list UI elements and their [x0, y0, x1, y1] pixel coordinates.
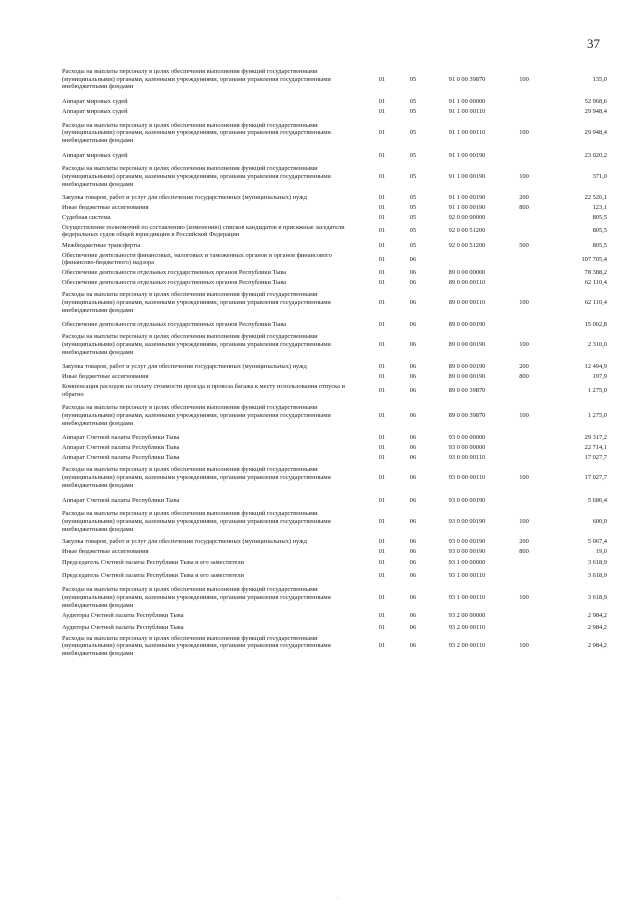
- cell-name: Закупка товаров, работ и услуг для обеспечения государственных (муниципальных) нужд: [62, 538, 307, 546]
- cell-rz: 01: [378, 411, 386, 419]
- cell-rz: 01: [378, 299, 386, 307]
- cell-csr: 93 1 00 00110: [448, 593, 486, 601]
- cell-sum: 3 618,9: [587, 593, 607, 601]
- cell-rz: 01: [378, 612, 386, 620]
- table-row: [62, 122, 607, 145]
- cell-name: Аппарат мировых судей: [62, 151, 128, 159]
- cell-name: Аппарат Счетной палаты Республики Тыва: [62, 434, 180, 442]
- cell-vr: 500: [519, 241, 529, 249]
- cell-name: Расходы на выплаты персоналу в целях обеспечения выполнения функций государственными (муниципальными) органами, казенными учреждениями, органами управления государственными внебюджетными фондами: [62, 68, 331, 91]
- cell-pr: 06: [409, 340, 417, 348]
- cell-csr: 93 1 00 00000: [448, 558, 486, 566]
- cell-pr: 05: [409, 194, 417, 202]
- cell-pr: 06: [409, 320, 417, 328]
- cell-name: Расходы на выплаты персоналу в целях обеспечения выполнения функций государственными (муниципальными) органами, казенными учреждениями, органами управления государственными внебюджетными фондами: [62, 404, 331, 427]
- cell-csr: 89 0 00 00190: [448, 340, 486, 348]
- cell-name: Расходы на выплаты персоналу в целях обеспечения выполнения функций государственными (муниципальными) органами, казенными учреждениями, органами управления государственными внебюджетными фондами: [62, 466, 331, 489]
- cell-pr: 05: [409, 213, 417, 221]
- cell-vr: 800: [519, 204, 529, 212]
- table-row: [62, 214, 607, 222]
- cell-pr: 05: [409, 241, 417, 249]
- cell-name: Иные бюджетные ассигнования: [62, 373, 149, 381]
- table-row: [62, 624, 607, 632]
- cell-sum: 29 948,4: [584, 107, 607, 115]
- table-row: [62, 152, 607, 160]
- cell-name: Аппарат Счетной палаты Республики Тыва: [62, 444, 180, 452]
- cell-pr: 06: [409, 572, 417, 580]
- cell-csr: 91 1 00 00110: [448, 129, 486, 137]
- cell-rz: 01: [378, 474, 386, 482]
- cell-pr: 06: [409, 373, 417, 381]
- cell-rz: 01: [378, 434, 386, 442]
- cell-sum: 17 027,7: [584, 453, 607, 461]
- cell-rz: 01: [378, 173, 386, 181]
- cell-csr: 89 0 00 00000: [448, 269, 486, 277]
- cell-sum: 17 027,7: [584, 474, 607, 482]
- cell-name: Аппарат мировых судей: [62, 107, 128, 115]
- table-row: [62, 559, 607, 567]
- cell-csr: 91 1 00 00190: [448, 173, 486, 181]
- cell-sum: 123,1: [592, 204, 607, 212]
- table-row: [62, 333, 607, 356]
- table-row: [62, 635, 607, 658]
- table-row: [62, 497, 607, 505]
- cell-rz: 01: [378, 642, 386, 650]
- cell-name: Межбюджетные трансферты: [62, 241, 141, 249]
- cell-name: Осуществление полномочий по составлению (изменению) списков кандидатов в присяжные заседатели федеральных судов общей юрисдикции в Российской Федерации: [62, 223, 345, 239]
- page-number: 37: [587, 36, 600, 51]
- cell-csr: 93 2 00 00110: [448, 623, 486, 631]
- cell-csr: 91 1 00 00000: [448, 98, 486, 106]
- table-row: [62, 224, 607, 239]
- cell-rz: 01: [378, 517, 386, 525]
- cell-vr: 100: [519, 517, 529, 525]
- cell-sum: 29 317,2: [584, 434, 607, 442]
- cell-pr: 06: [409, 363, 417, 371]
- cell-vr: 100: [519, 75, 529, 83]
- cell-vr: 100: [519, 642, 529, 650]
- cell-name: Обеспечение деятельности отдельных государственных органов Республики Тыва: [62, 278, 287, 286]
- cell-csr: 92 0 00 00000: [448, 213, 486, 221]
- cell-rz: 01: [378, 538, 386, 546]
- cell-rz: 01: [378, 204, 386, 212]
- table-row: [62, 586, 607, 609]
- cell-sum: 371,0: [592, 173, 607, 181]
- cell-sum: 2 984,2: [587, 642, 607, 650]
- cell-csr: 92 0 00 51200: [448, 227, 486, 235]
- cell-sum: 5 067,4: [587, 538, 607, 546]
- cell-name: Председатель Счетной палаты Республики Тыва и его заместители: [62, 558, 244, 566]
- cell-sum: 805,5: [592, 241, 607, 249]
- cell-name: Аудиторы Счетной палаты Республики Тыва: [62, 612, 184, 620]
- cell-csr: 93 0 00 00110: [448, 453, 486, 461]
- cell-sum: 52 968,6: [584, 98, 607, 106]
- cell-rz: 01: [378, 227, 386, 235]
- cell-name: Иные бюджетные ассигнования: [62, 548, 149, 556]
- cell-rz: 01: [378, 269, 386, 277]
- cell-rz: 01: [378, 558, 386, 566]
- cell-csr: 93 0 00 00000: [448, 434, 486, 442]
- cell-rz: 01: [378, 363, 386, 371]
- cell-pr: 06: [409, 558, 417, 566]
- cell-sum: 107 705,4: [581, 255, 607, 263]
- cell-name: Аппарат мировых судей: [62, 98, 128, 106]
- cell-pr: 06: [409, 612, 417, 620]
- cell-sum: 22 714,1: [584, 444, 607, 452]
- cell-rz: 01: [378, 107, 386, 115]
- cell-sum: 29 948,4: [584, 129, 607, 137]
- cell-pr: 05: [409, 107, 417, 115]
- cell-rz: 01: [378, 129, 386, 137]
- cell-sum: 2 310,0: [587, 340, 607, 348]
- cell-csr: 91 1 00 00190: [448, 151, 486, 159]
- table-row: [62, 363, 607, 371]
- cell-name: Закупка товаров, работ и услуг для обеспечения государственных (муниципальных) нужд: [62, 363, 307, 371]
- cell-rz: 01: [378, 98, 386, 106]
- cell-pr: 05: [409, 227, 417, 235]
- table-row: [62, 383, 607, 398]
- cell-name: Расходы на выплаты персоналу в целях обеспечения выполнения функций государственными (муниципальными) органами, казенными учреждениями, органами управления государственными внебюджетными фондами: [62, 165, 331, 188]
- cell-sum: 62 110,4: [584, 278, 607, 286]
- cell-pr: 06: [409, 269, 417, 277]
- table-row: [62, 444, 607, 452]
- cell-sum: 3 618,9: [587, 572, 607, 580]
- table-row: [62, 194, 607, 202]
- cell-rz: 01: [378, 75, 386, 83]
- cell-sum: 2 984,2: [587, 612, 607, 620]
- footer-mark: ·: [337, 896, 339, 902]
- cell-pr: 05: [409, 204, 417, 212]
- cell-pr: 06: [409, 593, 417, 601]
- table-row: [62, 572, 607, 580]
- cell-sum: 78 388,2: [584, 269, 607, 277]
- cell-name: Иные бюджетные ассигнования: [62, 204, 149, 212]
- cell-vr: 100: [519, 593, 529, 601]
- cell-name: Расходы на выплаты персоналу в целях обеспечения выполнения функций государственными (муниципальными) органами, казенными учреждениями, органами управления государственными внебюджетными фондами: [62, 121, 331, 144]
- cell-pr: 06: [409, 411, 417, 419]
- cell-name: Закупка товаров, работ и услуг для обеспечения государственных (муниципальных) нужд: [62, 194, 307, 202]
- cell-csr: 91 0 00 39870: [448, 75, 486, 83]
- cell-vr: 800: [519, 548, 529, 556]
- cell-vr: 100: [519, 299, 529, 307]
- cell-sum: 1 275,0: [587, 386, 607, 394]
- cell-name: Судебная система: [62, 213, 111, 221]
- cell-sum: 15 002,8: [584, 320, 607, 328]
- cell-pr: 05: [409, 129, 417, 137]
- cell-pr: 06: [409, 299, 417, 307]
- cell-sum: 2 984,2: [587, 623, 607, 631]
- table-row: [62, 321, 607, 329]
- cell-sum: 805,5: [592, 213, 607, 221]
- cell-rz: 01: [378, 373, 386, 381]
- cell-vr: 100: [519, 129, 529, 137]
- cell-name: Обеспечение деятельности финансовых, налоговых и таможенных органов и органов финансового (финансово-бюджетного) надзора: [62, 251, 332, 267]
- cell-csr: 93 0 00 00110: [448, 474, 486, 482]
- cell-pr: 06: [409, 623, 417, 631]
- budget-table: [62, 68, 607, 661]
- cell-name: Председатель Счетной палаты Республики Тыва и его заместители: [62, 572, 244, 580]
- table-row: [62, 204, 607, 212]
- cell-vr: 200: [519, 538, 529, 546]
- cell-sum: 1 275,0: [587, 411, 607, 419]
- cell-name: Аппарат Счетной палаты Республики Тыва: [62, 453, 180, 461]
- cell-name: Аудиторы Счетной палаты Республики Тыва: [62, 623, 184, 631]
- table-row: [62, 291, 607, 314]
- cell-sum: 805,5: [592, 227, 607, 235]
- cell-pr: 06: [409, 538, 417, 546]
- table-row: [62, 404, 607, 427]
- cell-sum: 135,0: [592, 75, 607, 83]
- cell-vr: 100: [519, 173, 529, 181]
- table-row: [62, 165, 607, 188]
- cell-vr: 200: [519, 194, 529, 202]
- table-row: [62, 548, 607, 556]
- cell-csr: 93 0 00 00190: [448, 517, 486, 525]
- table-row: [62, 373, 607, 381]
- cell-name: Расходы на выплаты персоналу в целях обеспечения выполнения функций государственными (муниципальными) органами, казенными учреждениями, органами управления государственными внебюджетными фондами: [62, 510, 331, 533]
- cell-csr: 89 0 00 00190: [448, 320, 486, 328]
- table-row: [62, 98, 607, 106]
- cell-rz: 01: [378, 548, 386, 556]
- table-row: [62, 269, 607, 277]
- cell-csr: 89 0 00 00110: [448, 299, 486, 307]
- cell-csr: 93 2 00 00000: [448, 612, 486, 620]
- cell-sum: 3 618,9: [587, 558, 607, 566]
- cell-csr: 89 0 00 00110: [448, 278, 486, 286]
- table-row: [62, 252, 607, 267]
- cell-vr: 200: [519, 363, 529, 371]
- cell-name: Аппарат Счетной палаты Республики Тыва: [62, 496, 180, 504]
- cell-pr: 06: [409, 453, 417, 461]
- cell-vr: 800: [519, 373, 529, 381]
- cell-pr: 05: [409, 151, 417, 159]
- table-row: [62, 434, 607, 442]
- cell-pr: 06: [409, 474, 417, 482]
- cell-rz: 01: [378, 241, 386, 249]
- cell-pr: 06: [409, 386, 417, 394]
- cell-csr: 89 0 00 39870: [448, 386, 486, 394]
- cell-vr: 100: [519, 340, 529, 348]
- cell-pr: 05: [409, 173, 417, 181]
- cell-rz: 01: [378, 386, 386, 394]
- table-row: [62, 108, 607, 116]
- cell-csr: 92 0 00 51200: [448, 241, 486, 249]
- cell-name: Расходы на выплаты персоналу в целях обеспечения выполнения функций государственными (муниципальными) органами, казенными учреждениями, органами управления государственными внебюджетными фондами: [62, 634, 331, 658]
- cell-rz: 01: [378, 453, 386, 461]
- cell-csr: 93 0 00 00190: [448, 548, 486, 556]
- table-row: [62, 538, 607, 546]
- cell-name: Расходы на выплаты персоналу в целях обеспечения выполнения функций государственными (муниципальными) органами, казенными учреждениями, органами управления государственными внебюджетными фондами: [62, 333, 331, 356]
- cell-pr: 06: [409, 444, 417, 452]
- cell-rz: 01: [378, 444, 386, 452]
- cell-csr: 91 1 00 00110: [448, 107, 486, 115]
- table-row: [62, 612, 607, 620]
- cell-csr: 91 1 00 00190: [448, 194, 486, 202]
- cell-pr: 06: [409, 255, 417, 263]
- cell-sum: 22 526,1: [584, 194, 607, 202]
- cell-rz: 01: [378, 194, 386, 202]
- cell-sum: 23 020,2: [584, 151, 607, 159]
- cell-csr: 89 0 00 00190: [448, 373, 486, 381]
- cell-rz: 01: [378, 255, 386, 263]
- cell-rz: 01: [378, 320, 386, 328]
- table-row: [62, 68, 607, 91]
- cell-rz: 01: [378, 278, 386, 286]
- cell-name: Обеспечение деятельности отдельных государственных органов Республики Тыва: [62, 320, 287, 328]
- table-row: [62, 279, 607, 287]
- cell-vr: 100: [519, 411, 529, 419]
- cell-pr: 06: [409, 496, 417, 504]
- cell-name: Обеспечение деятельности отдельных государственных органов Республики Тыва: [62, 269, 287, 277]
- cell-rz: 01: [378, 593, 386, 601]
- cell-pr: 06: [409, 434, 417, 442]
- cell-name: Компенсация расходов на оплату стоимости проезда и провоза багажа к месту использования отпуска и обратно: [62, 382, 345, 398]
- cell-sum: 12 494,9: [584, 363, 607, 371]
- table-row: [62, 466, 607, 489]
- cell-csr: 89 0 00 00190: [448, 363, 486, 371]
- cell-sum: 197,9: [592, 373, 607, 381]
- cell-csr: 93 2 00 00110: [448, 642, 486, 650]
- cell-rz: 01: [378, 340, 386, 348]
- cell-pr: 05: [409, 98, 417, 106]
- cell-csr: 93 1 00 00110: [448, 572, 486, 580]
- cell-rz: 01: [378, 496, 386, 504]
- cell-rz: 01: [378, 623, 386, 631]
- table-row: [62, 510, 607, 533]
- cell-pr: 06: [409, 548, 417, 556]
- cell-pr: 05: [409, 75, 417, 83]
- cell-rz: 01: [378, 572, 386, 580]
- cell-pr: 06: [409, 642, 417, 650]
- cell-csr: 93 0 00 00190: [448, 496, 486, 504]
- cell-rz: 01: [378, 213, 386, 221]
- cell-sum: 19,0: [595, 548, 607, 556]
- cell-name: Расходы на выплаты персоналу в целях обеспечения выполнения функций государственными (муниципальными) органами, казенными учреждениями, органами управления государственными внебюджетными фондами: [62, 291, 331, 314]
- cell-name: Расходы на выплаты персоналу в целях обеспечения выполнения функций государственными (муниципальными) органами, казенными учреждениями, органами управления государственными внебюджетными фондами: [62, 586, 331, 609]
- cell-csr: 93 0 00 00190: [448, 538, 486, 546]
- cell-sum: 600,0: [592, 517, 607, 525]
- cell-rz: 01: [378, 151, 386, 159]
- cell-csr: 93 0 00 00000: [448, 444, 486, 452]
- table-row: [62, 242, 607, 250]
- cell-csr: 91 1 00 00190: [448, 204, 486, 212]
- cell-vr: 100: [519, 474, 529, 482]
- cell-sum: 62 110,4: [584, 299, 607, 307]
- cell-csr: 89 0 00 39870: [448, 411, 486, 419]
- table-row: [62, 454, 607, 462]
- cell-pr: 06: [409, 517, 417, 525]
- cell-pr: 06: [409, 278, 417, 286]
- cell-sum: 5 686,4: [587, 496, 607, 504]
